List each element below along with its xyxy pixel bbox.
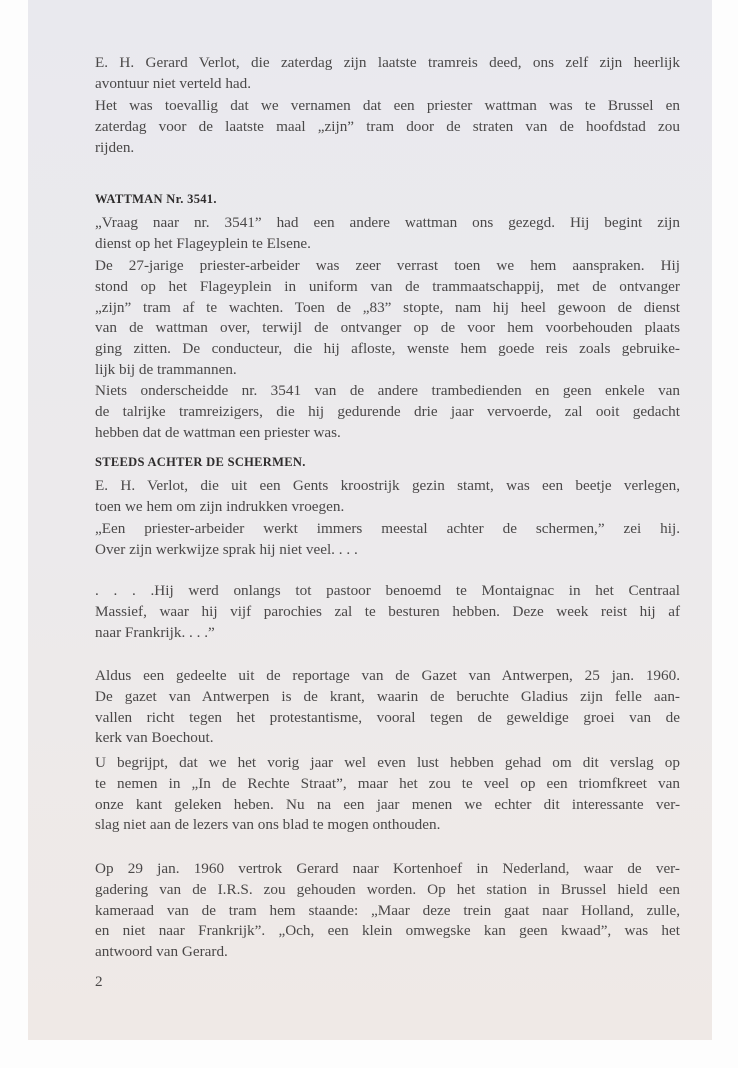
text-line: E. H. Verlot, die uit een Gents kroostrijk gezin stamt, was een beetje verlegen,: [95, 477, 680, 494]
text-line: De 27-jarige priester-arbeider was zeer verrast toen we hem aanspraken. Hij: [95, 257, 680, 274]
body-paragraph: [95, 519, 680, 561]
text-line: Niets onderscheidde nr. 3541 van de andere trambedienden en geen enkele van: [95, 382, 680, 399]
text-line: kerk van Boechout.: [95, 729, 214, 747]
page-number: 2: [95, 973, 103, 990]
section-heading: STEEDS ACHTER DE SCHERMEN.: [95, 455, 306, 469]
text-line: Over zijn werkwijze sprak hij niet veel. . . .: [95, 540, 358, 558]
body-paragraph: [95, 666, 680, 749]
text-line: gadering van de I.R.S. zou gehouden worden. Op het station in Brussel hield een: [95, 880, 680, 898]
text-line: „zijn” tram af te wachten. Toen de „83” stopte, nam hij heel gewoon de dienst: [95, 298, 680, 316]
text-line: lijk bij de trammannen.: [95, 360, 237, 378]
text-line: „Een priester-arbeider werkt immers meestal achter de schermen,” zei hij.: [95, 520, 680, 537]
text-line: de talrijke tramreizigers, die hij gedurende drie jaar vervoerde, zal ooit gedacht: [95, 402, 680, 420]
body-paragraph: [95, 753, 680, 836]
body-paragraph: [95, 381, 680, 443]
body-paragraph: [95, 256, 680, 381]
text-line: antwoord van Gerard.: [95, 943, 228, 961]
text-line: vallen richt tegen het protestantisme, vooral tegen de geweldige groei van de: [95, 708, 680, 726]
body-paragraph: [95, 581, 680, 643]
text-line: De gazet van Antwerpen is de krant, waarin de beruchte Gladius zijn felle aan-: [95, 687, 680, 705]
text-line: stond op het Flageyplein in uniform van de trammaatschappij, met de ontvanger: [95, 277, 680, 295]
text-line: Het was toevallig dat we vernamen dat een priester wattman was te Brussel en: [95, 97, 680, 114]
text-line: U begrijpt, dat we het vorig jaar wel even lust hebben gehad om dit verslag op: [95, 754, 680, 771]
intro-paragraph: [95, 96, 680, 158]
text-line: Massief, waar hij vijf parochies zal te besturen hebben. Deze week reist hij af: [95, 602, 680, 620]
text-line: kameraad van de tram hem staande: „Maar deze trein gaat naar Holland, zulle,: [95, 901, 680, 919]
text-line: te nemen in „In de Rechte Straat”, maar het zou te veel op een triomfkreet van: [95, 774, 680, 792]
text-line: toen we hem om zijn indrukken vroegen.: [95, 497, 345, 515]
text-line: E. H. Gerard Verlot, die zaterdag zijn laatste tramreis deed, ons zelf zijn heerlijk: [95, 54, 680, 71]
text-line: Aldus een gedeelte uit de reportage van de Gazet van Antwerpen, 25 jan. 1960.: [95, 667, 680, 684]
body-paragraph: [95, 476, 680, 518]
text-line: naar Frankrijk. . . .”: [95, 623, 215, 641]
section-heading: WATTMAN Nr. 3541.: [95, 192, 217, 206]
text-line: Op 29 jan. 1960 vertrok Gerard naar Kortenhoef in Nederland, waar de ver-: [95, 860, 680, 877]
text-line: . . . .Hij werd onlangs tot pastoor benoemd te Montaignac in het Centraal: [95, 582, 680, 599]
text-line: slag niet aan de lezers van ons blad te mogen onthouden.: [95, 816, 441, 834]
body-paragraph: [95, 859, 680, 963]
text-line: avontuur niet verteld had.: [95, 74, 252, 92]
text-line: „Vraag naar nr. 3541” had een andere wattman ons gezegd. Hij begint zijn: [95, 214, 680, 231]
text-line: hebben dat de wattman een priester was.: [95, 423, 341, 441]
body-paragraph: [95, 213, 680, 255]
text-line: zaterdag voor de laatste maal „zijn” tram door de straten van de hoofdstad zou: [95, 117, 680, 135]
text-line: rijden.: [95, 138, 135, 156]
text-line: en niet naar Frankrijk”. „Och, een klein omwegske kan geen kwaad”, was het: [95, 922, 680, 940]
intro-paragraph: [95, 53, 680, 95]
text-line: dienst op het Flageyplein te Elsene.: [95, 234, 311, 252]
text-line: onze kant geleken heben. Nu na een jaar menen we echter dit interessante ver-: [95, 795, 680, 813]
text-line: ging zitten. De conducteur, die hij afloste, wenste hem goede reis zoals gebruike-: [95, 340, 680, 358]
text-line: van de wattman over, terwijl de ontvanger op de voor hem voorbehouden plaats: [95, 319, 680, 337]
